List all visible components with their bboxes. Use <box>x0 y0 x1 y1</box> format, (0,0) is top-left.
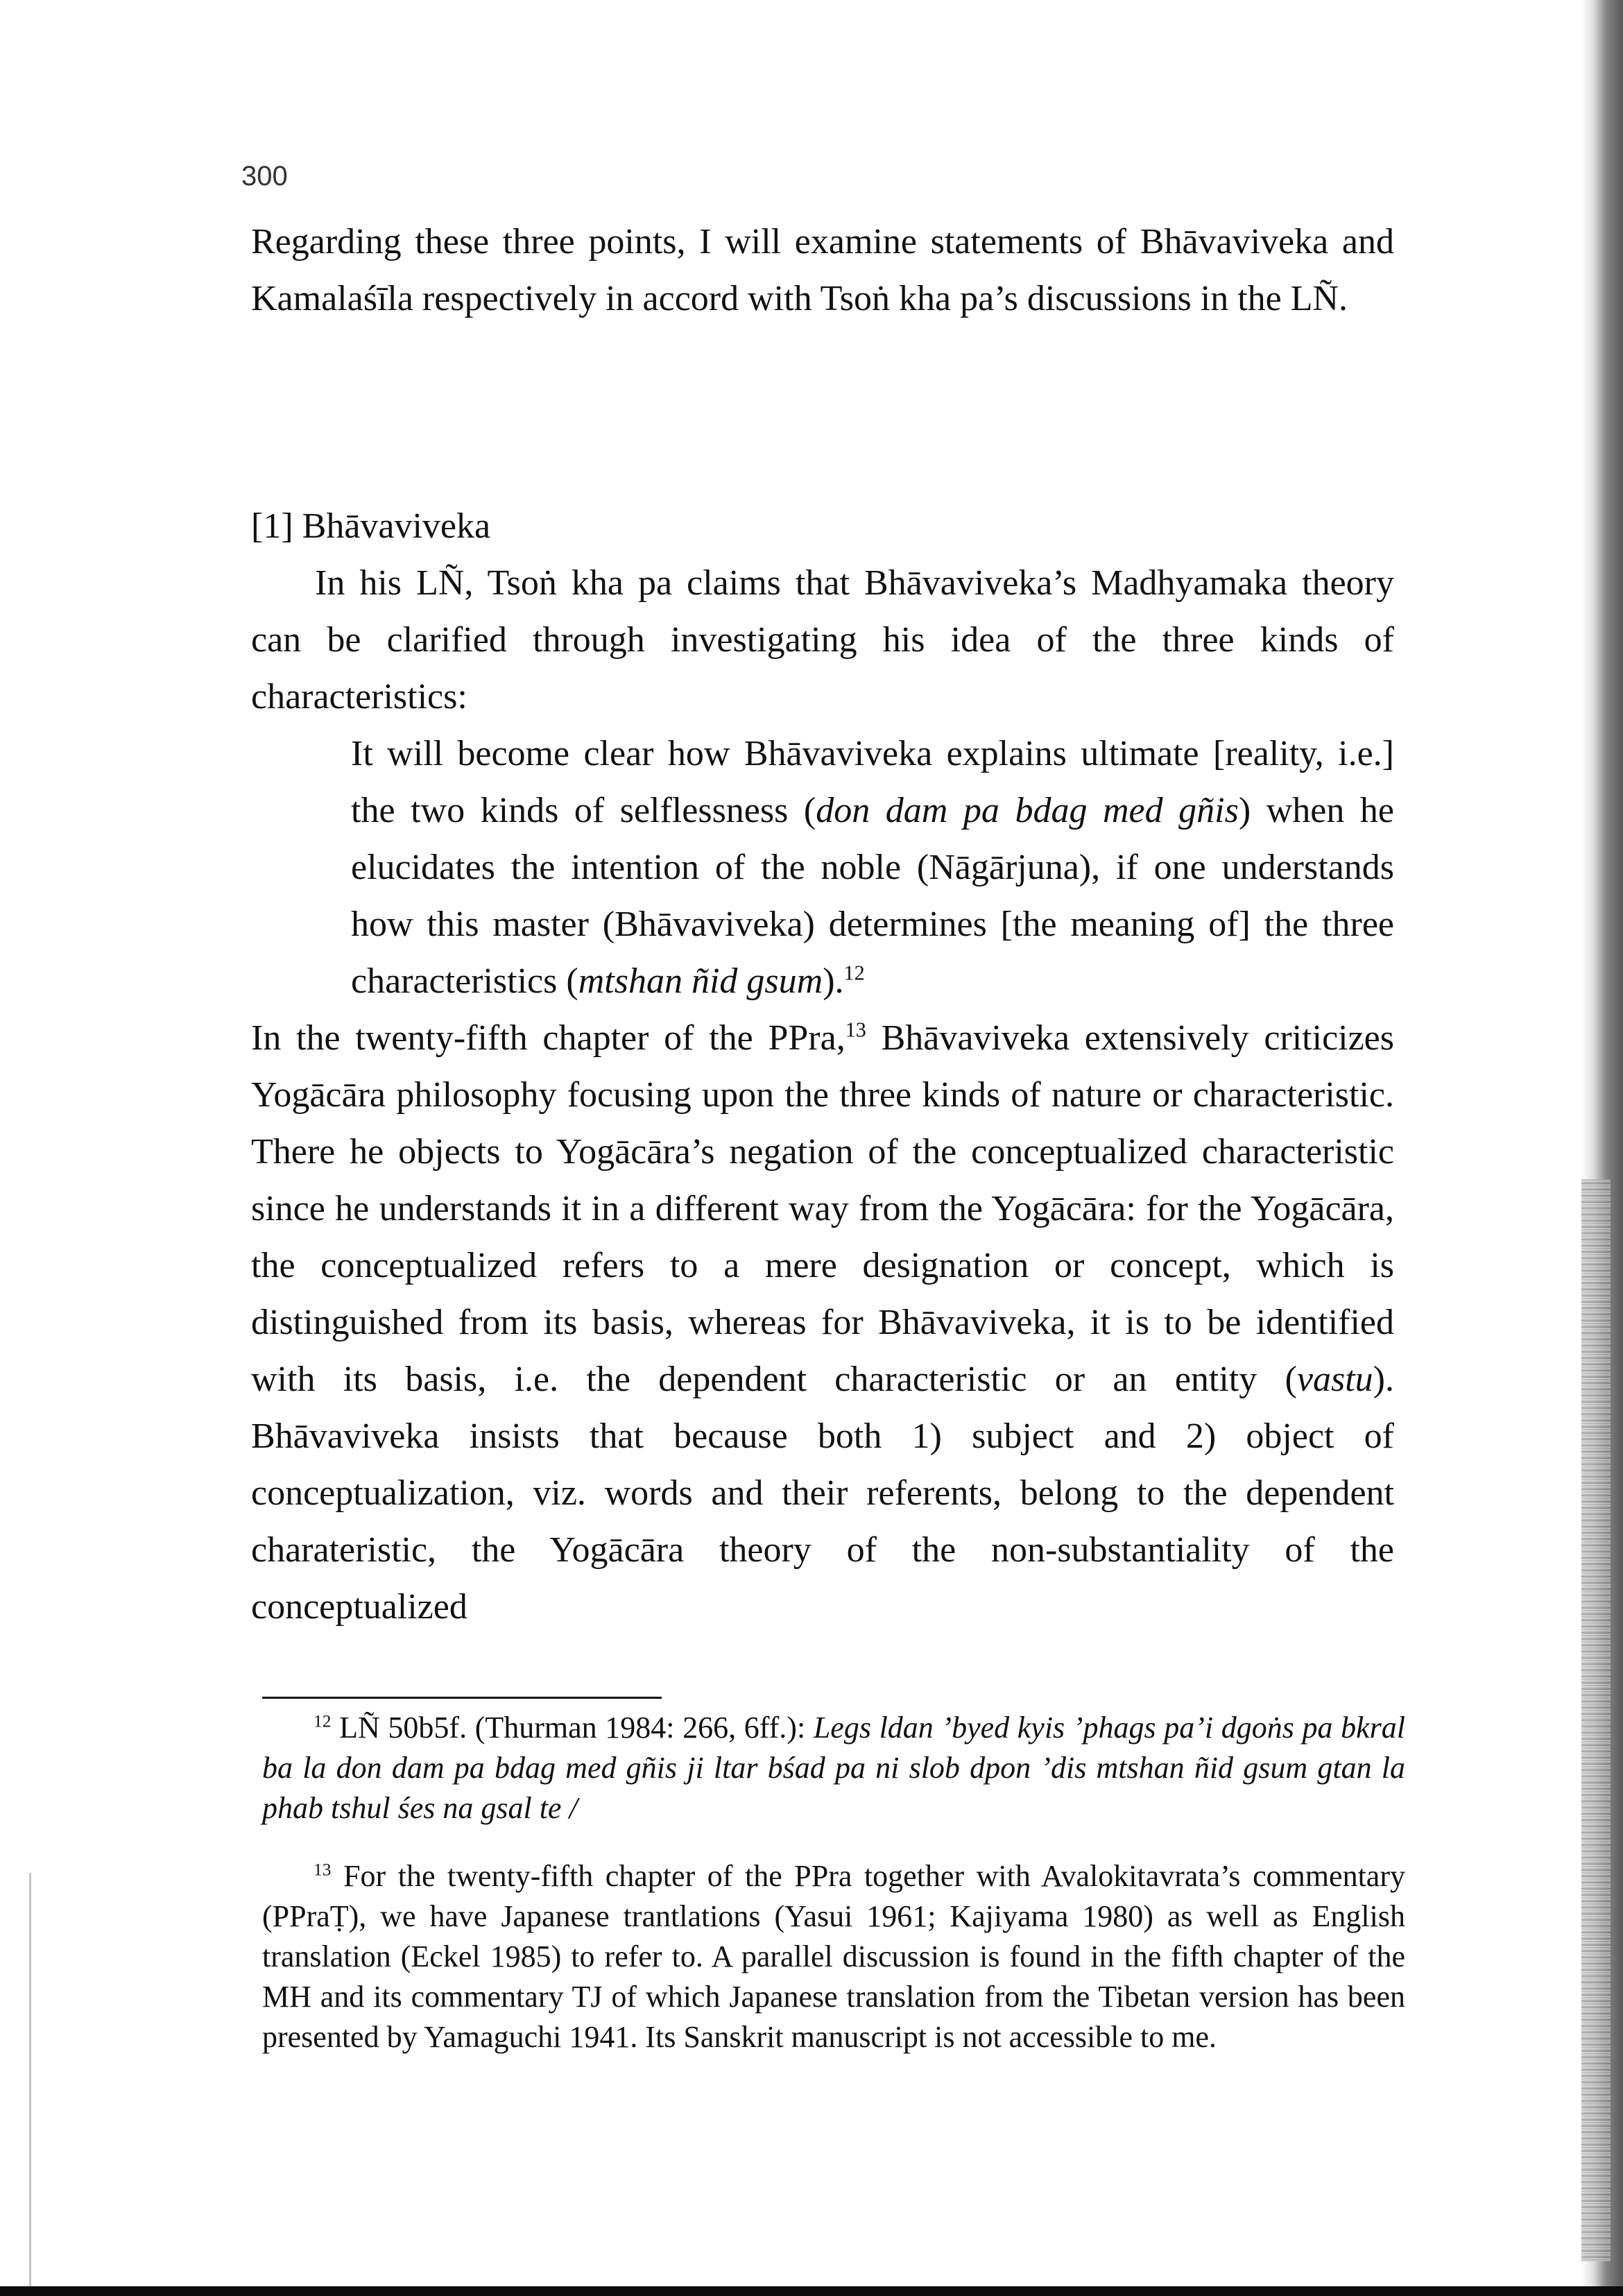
section-heading: [1] Bhāvaviveka <box>251 506 491 546</box>
scan-right-edge-speckle <box>1581 1179 1611 2261</box>
paragraph-ppra-chapter <box>251 1010 1394 1636</box>
footnote-ref-12: 12 <box>843 961 865 985</box>
block-quote <box>351 726 1394 1010</box>
quote-tibetan-term-1: don dam pa bdag med gñis <box>816 791 1239 830</box>
para2-text-2: Bhāvaviveka extensively criticizes Yogācāra philosophy focusing upon the three kinds of nature or characteristic. There he objects to Yogācāra’s negation of the conceptualized characteristic since he understands it in a different way from the Yogācāra: for the Yogācāra, the conceptualized refers to a mere designation or concept, which is distinguished from its basis, whereas for Bhāvaviveka, it is to be identified with its basis, i.e. the dependent characteristic or an entity ( <box>251 1018 1394 1399</box>
scan-left-edge-line <box>29 1873 31 2289</box>
page-number: 300 <box>241 161 288 191</box>
footnote-text: LÑ 50b5f. (Thurman 1984: 266, 6ff.): <box>331 1711 814 1745</box>
paragraph-tsong-kha-pa-claim: In his LÑ, Tsoṅ kha pa claims that Bhāvaviveka’s Madhyamaka theory can be clarified through investigating his idea of the three kinds of characteristics: <box>251 563 1394 717</box>
footnote-divider <box>262 1697 662 1699</box>
footnote-12 <box>262 1708 1405 1828</box>
quote-text-3: ). <box>823 961 844 1001</box>
footnote-number: 12 <box>314 1711 332 1731</box>
footnote-text: For the twenty-fifth chapter of the PPra together with Avalokitavrata’s commentary (PPraṬ), we have Japanese trantlations (Yasui 1961; Kajiyama 1980) as well as English translation (Eckel 1985) to refer to. A parallel discussion is found in the fifth chapter of the MH and its commentary TJ of which Japanese translation from the Tibetan version has been presented by Yamaguchi 1941. Its Sanskrit manuscript is not accessible to me. <box>262 1859 1405 2054</box>
quote-text-2: ) when he elucidates the intention of the noble (Nāgārjuna), if one understands how this master (Bhāvaviveka) determines [the meaning of] the three characteristics ( <box>351 791 1394 1001</box>
intro-paragraph: Regarding these three points, I will examine statements of Bhāvaviveka and Kamalaśīla respectively in accord with Tsoṅ kha pa’s discussions in the LÑ. <box>251 222 1394 318</box>
quote-tibetan-term-2: mtshan ñid gsum <box>578 961 823 1001</box>
footnote-number: 13 <box>314 1859 332 1880</box>
para2-text-1: In the twenty-fifth chapter of the PPra, <box>251 1018 845 1058</box>
footnote-tibetan-quote: Legs ldan ’byed kyis ’phags pa’i dgoṅs pa bkral ba la don dam pa bdag med gñis ji ltar bśad pa ni slob dpon ’dis mtshan ñid gsum gtan la phab tshul śes na gsal te / <box>262 1711 1405 1825</box>
footnote-ref-13: 13 <box>845 1018 866 1042</box>
quote-text-1: It will become clear how Bhāvaviveka explains ultimate [reality, i.e.] the two kinds of selflessness ( <box>351 734 1394 830</box>
para2-text-3: ). Bhāvaviveka insists that because both 1) subject and 2) object of conceptualization, viz. words and their referents, belong to the dependent charateristic, the Yogācāra theory of the non-substantiality of the conceptualized <box>251 1360 1394 1627</box>
para2-sanskrit-term: vastu <box>1296 1360 1373 1399</box>
scan-bottom-edge <box>0 2286 1623 2296</box>
footnote-13 <box>262 1856 1405 2057</box>
